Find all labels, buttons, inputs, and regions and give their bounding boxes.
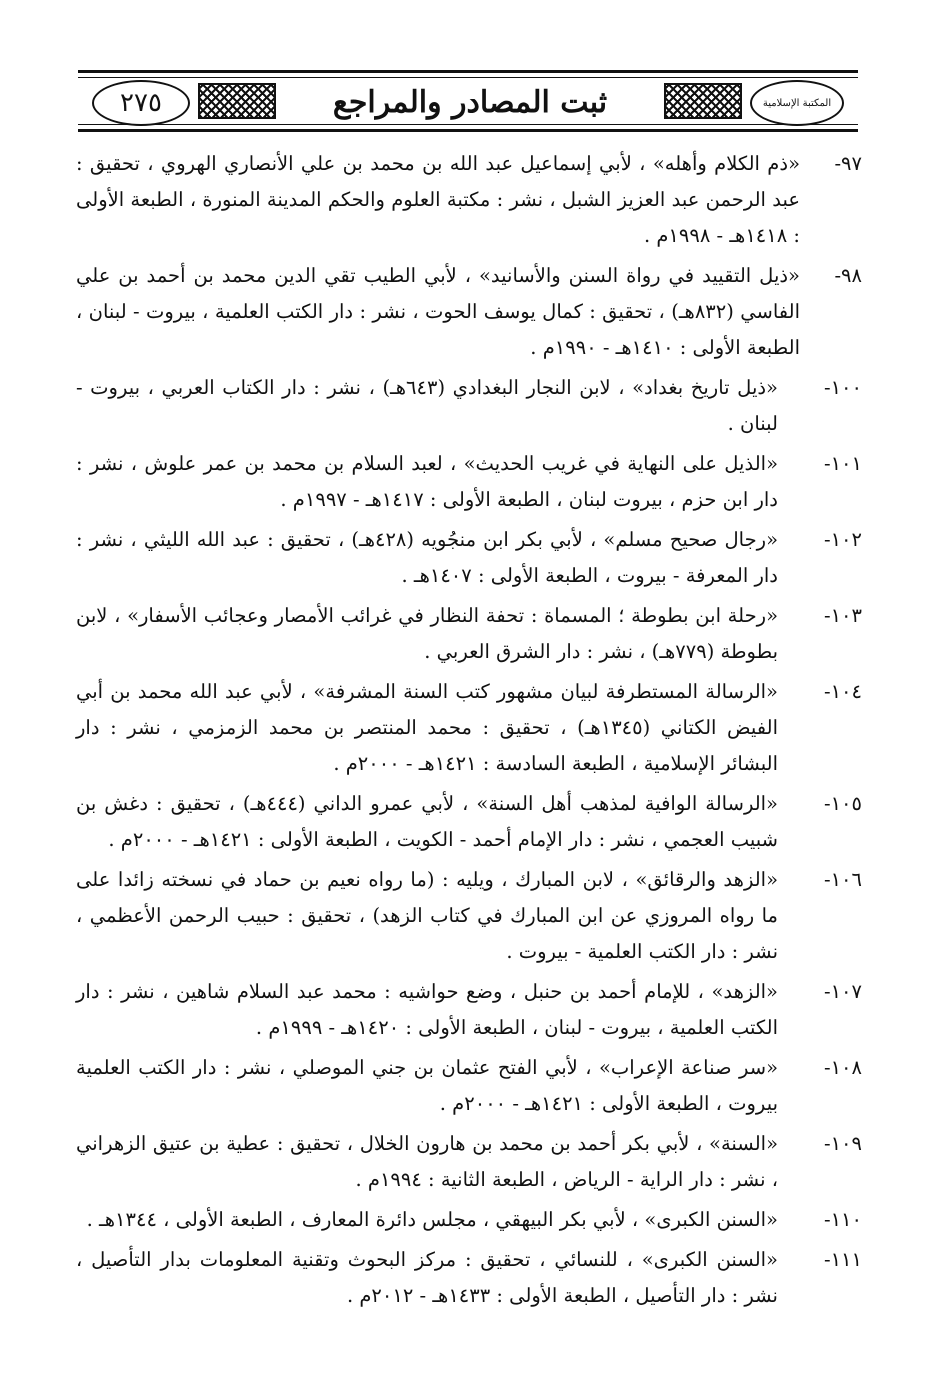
entry-number: ١٠٥- [823,792,862,815]
entry-text: «ذيل التقييد في رواة السنن والأسانيد» ، لأبي الطيب تقي الدين محمد بن أحمد بن علي الفاسي (٨٣٢هـ) ، تحقيق : كمال يوسف الحوت ، نشر : دار الكتب العلمية ، بيروت - لبنان ، الطبعة الأولى : ١٤١٠هـ - ١٩٩٠م . [76,264,800,359]
header-ornament-right [664,83,742,119]
bibliography-entry [76,1126,862,1198]
bibliography-entry [76,674,862,782]
entry-number: ١٠١- [823,452,862,475]
bibliography-entry [76,974,862,1046]
entry-text: «الرسالة المستطرفة لبيان مشهور كتب السنة المشرفة» ، لأبي عبد الله محمد بن أبي الفيض الكتاني (١٣٤٥هـ) ، تحقيق : محمد المنتصر بن محمد الزمزمي ، نشر : دار البشائر الإسلامية ، الطبعة السادسة : ١٤٢١هـ - ٢٠٠٠م . [76,680,778,775]
bibliography-entry [76,1242,862,1314]
entry-text: «رجال صحيح مسلم» ، لأبي بكر ابن منجُويه (٤٢٨هـ) ، تحقيق : عبد الله الليثي ، نشر : دار المعرفة - بيروت ، الطبعة الأولى : ١٤٠٧هـ . [76,528,779,587]
bibliography-entry [76,1202,862,1238]
entry-number: ١٠٣- [823,604,862,627]
page-header [78,70,858,132]
page-number-frame [92,80,190,126]
entry-number: ١٠٨- [823,1056,862,1079]
entry-number: ١٠٧- [823,980,862,1003]
entry-text: «ذيل تاريخ بغداد» ، لابن النجار البغدادي (٦٤٣هـ) ، نشر : دار الكتاب العربي ، بيروت - لبنان . [76,376,778,435]
publisher-logo-text: المكتبة الإسلامية [762,97,832,109]
bibliography-entry [76,522,862,594]
bibliography-list [76,146,862,1318]
publisher-logo [750,80,844,126]
entry-number: ١١١- [823,1248,862,1271]
header-ornament-left [198,83,276,119]
entry-text: «رحلة ابن بطوطة ؛ المسماة : تحفة النظار في غرائب الأمصار وعجائب الأسفار» ، لابن بطوطة (٧٧٩هـ) ، نشر : دار الشرق العربي . [76,604,778,663]
entry-number: ١٠٦- [823,868,862,891]
bibliography-entry [76,862,862,970]
entry-text: «الزهد» ، للإمام أحمد بن حنبل ، وضع حواشيه : محمد عبد السلام شاهين ، نشر : دار الكتب العلمية ، بيروت - لبنان ، الطبعة الأولى : ١٤٢٠هـ - ١٩٩٩م . [76,980,778,1039]
entry-number: ١٠٢- [823,528,862,551]
entry-number: ١١٠- [823,1208,862,1231]
bibliography-entry [76,598,862,670]
bibliography-entry [76,786,862,858]
entry-text: «السنن الكبرى» ، للنسائي ، تحقيق : مركز البحوث وتقنية المعلومات بدار التأصيل ، نشر : دار التأصيل ، الطبعة الأولى : ١٤٣٣هـ - ٢٠١٢م . [76,1248,778,1307]
page-number: ٢٧٥ [120,88,162,118]
entry-text: «الرسالة الوافية لمذهب أهل السنة» ، لأبي عمرو الداني (٤٤٤هـ) ، تحقيق : دغش بن شبيب العجمي ، نشر : دار الإمام أحمد - الكويت ، الطبعة الأولى : ١٤٢١هـ - ٢٠٠٠م . [76,792,778,851]
entry-text: «الزهد والرقائق» ، لابن المبارك ، ويليه : (ما رواه نعيم بن حماد في نسخته زائدا على ما رواه المروزي عن ابن المبارك في كتاب الزهد) ، تحقيق : حبيب الرحمن الأعظمي ، نشر : دار الكتب العلمية - بيروت . [76,868,778,963]
bibliography-entry [76,1050,862,1122]
entry-text: «الذيل على النهاية في غريب الحديث» ، لعبد السلام بن محمد بن عمر علوش ، نشر : دار ابن حزم ، بيروت لبنان ، الطبعة الأولى : ١٤١٧هـ - ١٩٩٧م . [76,452,778,511]
page-title: ثبت المصادر والمراجع [332,84,608,120]
bibliography-entry [76,446,862,518]
entry-number: ١٠٠- [823,376,862,399]
entry-number: ٩٧- [834,152,862,175]
entry-number: ١٠٤- [823,680,862,703]
bibliography-entry [76,370,862,442]
bibliography-entry [76,258,862,366]
entry-text: «ذم الكلام وأهله» ، لأبي إسماعيل عبد الله بن محمد بن علي الأنصاري الهروي ، تحقيق : عبد الرحمن عبد العزيز الشبل ، نشر : مكتبة العلوم والحكم المدينة المنورة ، الطبعة الأولى : ١٤١٨هـ - ١٩٩٨م . [76,152,800,247]
entry-text: «السنن الكبرى» ، لأبي بكر البيهقي ، مجلس دائرة المعارف ، الطبعة الأولى ، ١٣٤٤هـ . [86,1208,778,1231]
entry-number: ١٠٩- [823,1132,862,1155]
entry-text: «سر صناعة الإعراب» ، لأبي الفتح عثمان بن جني الموصلي ، نشر : دار الكتب العلمية بيروت ، الطبعة الأولى : ١٤٢١هـ - ٢٠٠٠م . [76,1056,778,1115]
bibliography-entry [76,146,862,254]
entry-text: «السنة» ، لأبي بكر أحمد بن محمد بن هارون الخلال ، تحقيق : عطية بن عتيق الزهراني ، نشر : دار الراية - الرياض ، الطبعة الثانية : ١٩٩٤م . [76,1132,778,1191]
entry-number: ٩٨- [834,264,862,287]
